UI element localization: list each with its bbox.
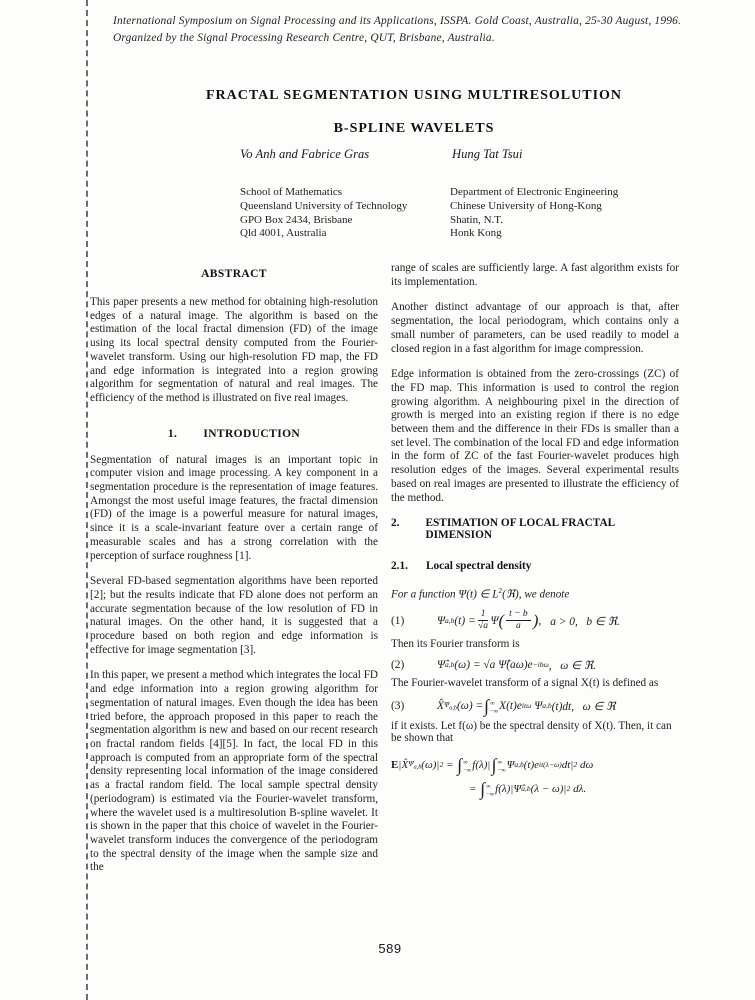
- connecting-text: if it exists. Let f(ω) be the spectral density of X(t). Then, it can be shown that: [391, 719, 672, 744]
- fraction-denominator: √a: [478, 621, 489, 632]
- math-term: X̂: [401, 758, 409, 771]
- scan-edge-line: [86, 0, 88, 1000]
- section-title: ESTIMATION OF LOCAL FRACTAL DIMENSION: [425, 517, 615, 542]
- integral-upper-limit: ∞: [490, 699, 495, 707]
- math-term: Ψ̂: [437, 658, 446, 671]
- integral-limits: [490, 700, 498, 716]
- math-superscript: itω: [521, 701, 532, 711]
- math-subscript: a,b: [445, 616, 455, 626]
- abstract-heading: ABSTRACT: [201, 268, 267, 280]
- affiliation-left-line: School of Mathematics: [240, 186, 343, 198]
- math-condition: a > 0, b ∈ ℜ.: [550, 615, 620, 628]
- section-title: INTRODUCTION: [203, 427, 301, 440]
- section2-1-heading: [391, 560, 679, 572]
- affiliation-right: [450, 186, 618, 241]
- math-term: dλ.: [570, 782, 587, 795]
- paper-title-line2: B-SPLINE WAVELETS: [333, 121, 495, 136]
- integral-lower-limit: −∞: [497, 766, 506, 774]
- affiliation-left: [240, 186, 407, 241]
- integral-symbol: ∫: [484, 695, 490, 716]
- integral-limits: [486, 783, 494, 799]
- expectation-operator: E: [391, 758, 399, 771]
- vertical-bar: |: [563, 782, 567, 795]
- subsection-title: Local spectral density: [425, 560, 532, 573]
- math-term: Ψ: [443, 700, 450, 710]
- math-subscript: [444, 700, 457, 712]
- math-superscript: it(λ−ω): [538, 760, 562, 770]
- vertical-bar: |: [510, 782, 514, 795]
- integral-lower-limit: −∞: [490, 707, 499, 715]
- fraction-numerator: t − b: [506, 609, 531, 621]
- lead-in-sentence: [391, 586, 679, 601]
- fraction-numerator: 1: [478, 609, 489, 621]
- equation-2-body: [437, 658, 596, 672]
- page-number: 589: [378, 941, 402, 956]
- connecting-text: Then its Fourier transform is: [391, 637, 520, 650]
- math-subsubscript: a,b: [413, 763, 422, 771]
- math-subscript: a,b: [514, 760, 524, 770]
- introduction-heading: [90, 428, 378, 440]
- paper-title: [126, 88, 702, 137]
- integral-upper-limit: ∞: [486, 782, 491, 790]
- math-term: (t) =: [454, 614, 476, 627]
- math-subscript: a,b: [445, 660, 455, 670]
- math-superscript: −ibω: [532, 660, 549, 670]
- integral-symbol: ∫: [480, 778, 486, 799]
- math-subsubscript: a,b: [449, 704, 457, 712]
- authors-left: Vo Anh and Fabrice Gras: [240, 147, 370, 161]
- math-term: Ψ: [531, 699, 543, 712]
- math-term: (ω): [421, 758, 437, 771]
- equation-main-line1: [391, 756, 679, 774]
- conference-header-line2: Organized by the Signal Processing Research Centre, QUT, Brisbane, Australia.: [113, 31, 495, 44]
- math-term: dω: [577, 758, 594, 771]
- math-subscript: [408, 759, 421, 771]
- integral-upper-limit: ∞: [497, 758, 503, 766]
- right-paren: ): [532, 610, 539, 630]
- paragraph: Segmentation of natural images is an important topic in computer vision and image processing. A key component in a segmentation procedure is the representation of image features. Amongst the most useful image features, the fractal dimension (FD) of the image is a powerful measure for natural images, since it is a scale-invariant feature over a certain range of measurable scales and has a strong correlation with the perception of surface roughness [1].: [90, 453, 378, 562]
- math-term: Ψ: [408, 759, 414, 769]
- math-subscript: a,b: [542, 701, 552, 711]
- math-term: (ω) = √a Ψ̂(aω)e: [454, 658, 533, 671]
- integral-lower-limit: −∞: [486, 790, 495, 798]
- math-term: For a function Ψ(t) ∈ L: [391, 588, 499, 601]
- paper-title-line1: FRACTAL SEGMENTATION USING MULTIRESOLUTION: [205, 88, 623, 103]
- equation-label: (1): [391, 614, 405, 627]
- math-term: dt: [561, 758, 571, 771]
- math-term: Ψ: [437, 614, 446, 627]
- vertical-bar: |: [570, 758, 574, 771]
- math-subscript: a,b: [521, 784, 531, 794]
- vertical-bar: |: [487, 758, 491, 771]
- equation-2: [391, 658, 679, 672]
- abstract-paragraph: This paper presents a new method for obtaining high-resolution edges of a natural image. The algorithm is based on the estimation of the local fractal dimension (FD) of the image using its local spectral density computed from the Fourier-wavelet transform. Using our high-resolution FD map, the FD and edge information is integrated into a region growing algorithm for segmentation of natural and real images. The efficiency of the method is illustrated on five real images.: [90, 296, 378, 404]
- fraction: [478, 609, 489, 633]
- math-term: f(λ): [495, 782, 511, 795]
- integral-symbol: ∫: [491, 754, 497, 775]
- conference-header: [113, 13, 681, 46]
- math-term: (ℜ), we denote: [502, 588, 570, 601]
- math-term: (λ − ω): [530, 782, 564, 795]
- math-superscript: 2: [566, 784, 571, 794]
- left-column: [90, 262, 378, 887]
- math-term: , ω ∈ ℜ.: [548, 659, 596, 672]
- equation-main-line2: [469, 780, 679, 798]
- authors-right: Hung Tat Tsui: [452, 147, 523, 161]
- fraction-denominator: a: [516, 621, 521, 632]
- equation-1-body: [437, 609, 620, 633]
- paragraph: Edge information is obtained from the zero-crossings (ZC) of the FD map. This information is used to control the region growing algorithm. A neighbouring pixel in the direction of growth is merged into an existing region if there is no edge between them and the difference in their FDs is smaller than a set level. The combination of the local FD and edge information in the form of ZC of the fast Fourier-wavelet produces high resolution edges of the images. Several experimental results based on real images are presented to illustrate the efficiency of the method.: [391, 368, 679, 504]
- integral-sign: [480, 780, 494, 798]
- right-column: [391, 262, 679, 798]
- section-number: 2.: [391, 517, 400, 530]
- connecting-text: The Fourier-wavelet transform of a signal X(t) is defined as: [391, 676, 659, 689]
- math-term: X̂: [437, 699, 444, 712]
- integral-sign: [484, 697, 498, 715]
- affiliation-left-line: GPO Box 2434, Brisbane: [240, 213, 353, 226]
- math-term: ,: [538, 614, 542, 627]
- equation-3-body: [437, 697, 616, 715]
- vertical-bar: |: [436, 758, 440, 771]
- affiliation-right-line: Honk Kong: [450, 227, 502, 240]
- math-superscript: 2: [498, 586, 503, 596]
- paragraph: range of scales are sufficiently large. A fast algorithm exists for its implementation.: [391, 262, 679, 288]
- affiliation-right-line: Chinese University of Hong-Kong: [450, 199, 602, 212]
- math-term: (t)e: [523, 758, 539, 771]
- math-term: Ψ: [506, 758, 515, 771]
- math-term: Ψ: [490, 614, 499, 627]
- math-term: =: [469, 782, 480, 795]
- affiliation-left-line: Qld 4001, Australia: [240, 227, 327, 240]
- section2-heading: [391, 517, 679, 541]
- math-term: Ψ̂: [513, 782, 522, 795]
- left-paren: (: [498, 610, 505, 630]
- affiliation-right-line: Department of Electronic Engineering: [450, 186, 619, 198]
- paragraph: Several FD-based segmentation algorithms have been reported [2]; but the results indicate that FD alone does not perform an accurate segmentation because of the low resolution of FD in natural images. On the other hand, it is suggested that a procedure based on both region and edge information is effective for image segmentation [3].: [90, 575, 378, 656]
- section-number: 1.: [167, 427, 178, 440]
- vertical-bar: |: [398, 758, 402, 771]
- equation-3: [391, 697, 679, 715]
- paragraph: In this paper, we present a method which integrates the local FD and edge information into a region growing algorithm for segmentation of natural images. Even though the idea has been tried before, the approach proposed in this paper to reach the segmentation algorithm is new and based on our recent research on fractal random fields [4][5]. In fact, the local FD in this approach is computed from an appropriate form of the spectral density representing local information of the image considered as a fractal random field. The local sample spectral density (periodogram) is estimated via the Fourier-wavelet transform, where the wavelet used is a multiresolution B-spline wavelet. It is shown in the paper that this choice of wavelet in the Fourier-wavelet transform induces the convergence of the periodogram to the spectral density of the image when the sample size and the: [90, 669, 378, 874]
- integral-sign: [492, 756, 506, 774]
- math-term: =: [443, 758, 457, 771]
- integral-limits: [463, 759, 471, 775]
- integral-sign: [457, 756, 471, 774]
- math-term: f(λ): [472, 758, 488, 771]
- equation-label: (2): [391, 658, 405, 671]
- paragraph: Another distinct advantage of our approach is that, after segmentation, the local periodogram, which contains only a small number of parameters, can be used readily to model a closed region in a fast algorithm for image compression.: [391, 301, 679, 355]
- equation-label: (3): [391, 699, 405, 712]
- affiliation-right-line: Shatin, N.T.: [450, 213, 503, 226]
- math-superscript: 2: [573, 760, 578, 770]
- equation-main: [391, 756, 679, 798]
- equation-1: [391, 609, 679, 633]
- integral-upper-limit: ∞: [463, 758, 468, 766]
- conference-header-line1: International Symposium on Signal Processing and its Applications, ISSPA. Gold Coast, Australia, 25-30 August, 1996.: [113, 15, 682, 27]
- math-term: (t)dt, ω ∈ ℜ: [551, 700, 616, 713]
- math-term: X(t)e: [499, 699, 522, 712]
- fraction: [506, 609, 531, 633]
- subsection-number: 2.1.: [391, 560, 408, 573]
- math-term: (ω) =: [456, 699, 484, 712]
- math-superscript: 2: [439, 760, 444, 770]
- integral-limits: [498, 759, 506, 775]
- integral-lower-limit: −∞: [463, 766, 472, 774]
- integral-symbol: ∫: [457, 754, 463, 775]
- affiliation-left-line: Queensland University of Technology: [240, 199, 408, 212]
